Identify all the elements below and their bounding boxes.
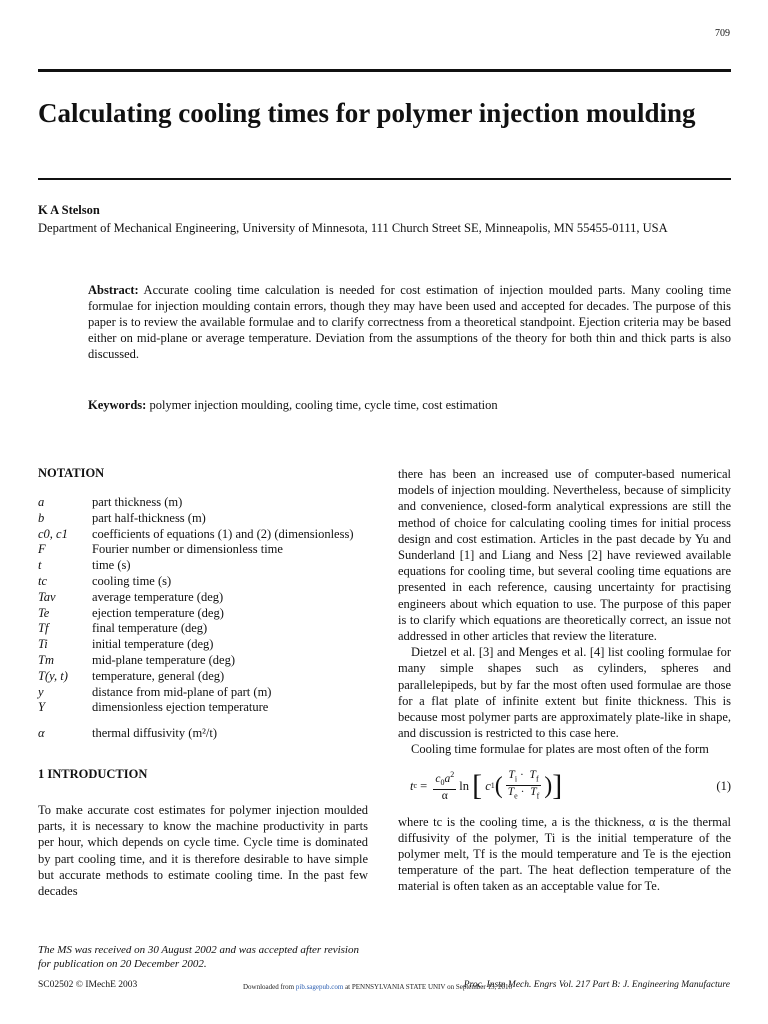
top-rule [38,69,731,72]
footer-download: Downloaded from pib.sagepub.com at PENNSYLVANIA STATE UNIV on September 15, 2016 [243,983,512,991]
intro-heading: 1 INTRODUCTION [38,766,148,781]
notation-symbol: Te [38,605,50,620]
notation-symbol: Tf [38,621,49,636]
notation-row [38,700,368,716]
notation-symbol: T(y, t) [38,668,68,683]
notation-heading: NOTATION [38,466,105,480]
notation-description: temperature, general (deg) [92,668,225,683]
affiliation: Department of Mechanical Engineering, University of Minnesota, 111 Church Street SE, Minneapolis, MN 55455-0111, USA [38,221,668,235]
notation-symbol: Y [38,700,45,715]
notation-description: distance from mid-plane of part (m) [92,684,272,699]
notation-symbol: α [38,726,45,741]
notation-row [38,495,368,511]
left-column [38,466,368,899]
notation-list [38,495,368,742]
notation-symbol: y [38,684,44,699]
paper-title: Calculating cooling times for polymer injection moulding [38,98,696,128]
download-link[interactable]: pib.sagepub.com [295,983,344,991]
notation-symbol: c0, c1 [38,526,68,541]
notation-description: thermal diffusivity (m²/t) [92,726,218,741]
notation-description: part half-thickness (m) [92,510,206,525]
right-paragraph-1: there has been an increased use of computer-based numerical models of injection moulding. Nevertheless, because of simplicity and convenience, closed-form analytical expressions are still the method of choice for calculating cooling times for initial process design and cost estimation. Articles in the past decade by Yu and Sunderland [1] and Liang and Ness [2] have reviewed available equations for cooling time, but several cooling time equations are presented in each reference, causing uncertainty for practising engineers about which equation to use. The purpose of this paper is to clarify which equations are theoretically correct, an issue not addressed in other articles that review the literature. [398,467,731,644]
notation-description: Fourier number or dimensionless time [92,542,283,557]
notation-description: final temperature (deg) [92,621,208,636]
right-paragraph-2: Dietzel et al. [3] and Menges et al. [4] list cooling formulae for many simple shapes such as cylinders, spheres and parallelepipeds, but by far the most often used formulae are those for a flat plate of infinite extent but finite thickness. This is because most polymer parts are approximately plate-like in shape, and discussion is restricted to this case here. [398,645,731,741]
notation-row [38,685,368,701]
author: K A Stelson [38,203,100,217]
notation-description: time (s) [92,558,131,573]
notation-row [38,542,368,558]
notation-symbol: F [38,542,46,557]
equation-body: t c = $\frac{c_0a^2}{\alpha}$ ln [ c 1 ( $\frac{T_i \cdot T_f}{T_e \cdot T_f}$ ) ] [410,768,563,803]
footer-copyright: SC02502 © IMechE 2003 [38,980,138,990]
abstract-text: Accurate cooling time calculation is needed for cost estimation of injection moulded parts. Many cooling time formulae for injection moulding contain errors, though they may have been used and accepted for decades. The purpose of this paper is to review the available formulae and to clarify correctness from a theoretical standpoint. Ejection criteria may be based either on mid-plane or average temperature. Deviation from the assumptions of the theory for both thin and thick parts is also discussed. [88,283,732,361]
notation-description: coefficients of equations (1) and (2) (dimensionless) [92,526,354,541]
keywords-text: polymer injection moulding, cooling time, cycle time, cost estimation [149,398,498,412]
notation-symbol: Ti [38,637,48,652]
notation-row [38,637,368,653]
notation-row [38,574,368,590]
notation-row [38,621,368,637]
equation-number: (1) [716,778,731,793]
notation-symbol: Tav [38,589,56,604]
notation-row [38,558,368,574]
equation-1 [398,764,731,808]
received-note: The MS was received on 30 August 2002 and was accepted after revision for publication on 20 December 2002. [38,944,359,970]
notation-description: cooling time (s) [92,573,172,588]
notation-description: average temperature (deg) [92,589,224,604]
footer-journal: Proc. Instn Mech. Engrs Vol. 217 Part B: J. Engineering Manufacture [463,980,730,990]
notation-description: initial temperature (deg) [92,637,214,652]
notation-row [38,726,368,742]
page-number: 709 [715,28,730,39]
right-paragraph-3: Cooling time formulae for plates are most often of the form [411,742,709,757]
notation-description: part thickness (m) [92,495,183,509]
notation-symbol: b [38,510,45,525]
notation-row [38,527,368,543]
notation-row [38,590,368,606]
notation-description: dimensionless ejection temperature [92,700,269,715]
notation-row [38,511,368,527]
notation-symbol: tc [38,573,48,588]
keywords-label: Keywords: [88,398,147,412]
intro-text: To make accurate cost estimates for polymer injection moulded parts, it is necessary to know the machine productivity in parts per hour, which depends on cycle time. Cycle time is dominated by part cooling time, and it is therefore desirable to have simple but accurate methods to estimate cooling time. In the past few decades [38,802,368,898]
notation-symbol: t [38,558,42,573]
notation-row [38,653,368,669]
notation-row [38,669,368,685]
notation-description: ejection temperature (deg) [92,605,224,620]
notation-row [38,606,368,622]
right-column [398,466,731,895]
abstract-label: Abstract: [88,283,139,297]
notation-symbol: Tm [38,652,54,667]
title-rule [38,178,731,180]
notation-symbol: a [38,495,45,509]
right-paragraph-4: where tc is the cooling time, a is the thickness, α is the thermal diffusivity of the polymer, Ti is the initial temperature of the polymer melt, Tf is the mould temperature and Te is the ejection temperature of the part. The heat deflection temperature of the material is often taken as an acceptable value for Te. [398,814,731,894]
keywords [88,398,731,413]
abstract [88,282,731,362]
notation-description: mid-plane temperature (deg) [92,652,235,667]
